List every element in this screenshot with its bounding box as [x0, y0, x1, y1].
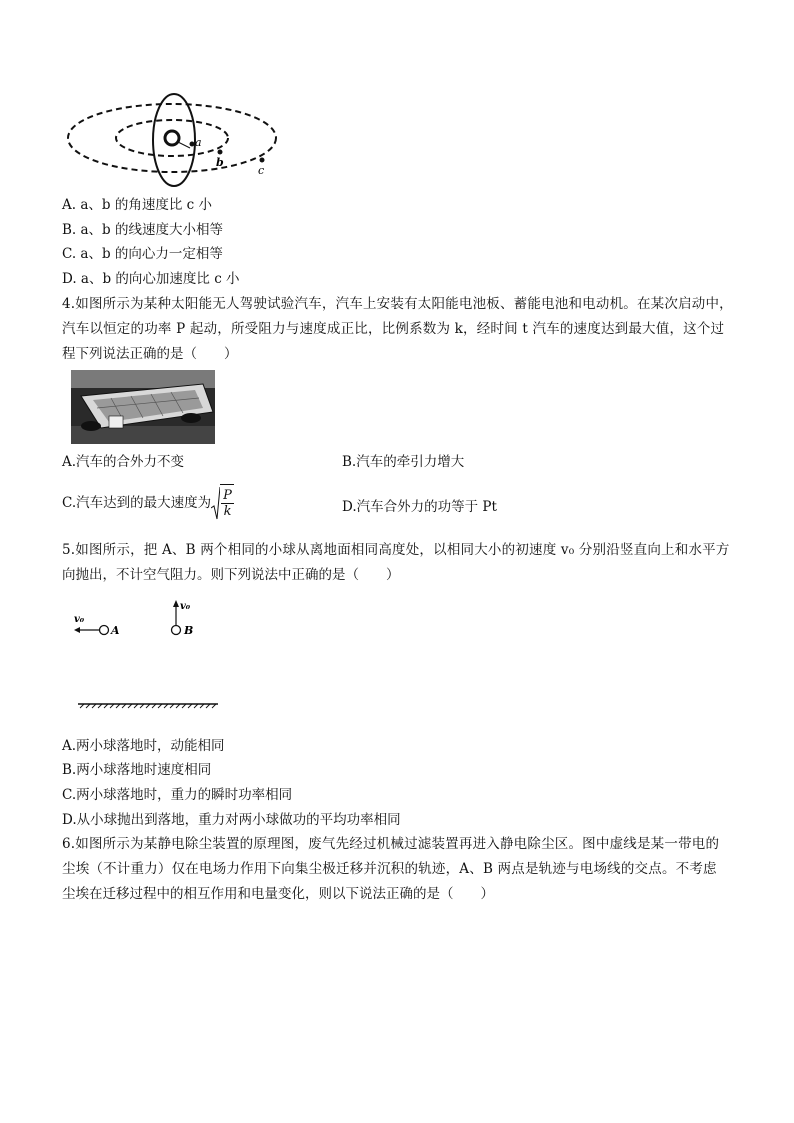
label-v0-a: v₀: [74, 614, 85, 625]
fraction: [221, 488, 234, 519]
arrow-a-head-icon: [74, 627, 80, 633]
q5-option-b: B.两小球落地时速度相同: [62, 762, 212, 778]
ball-a: [100, 626, 109, 635]
q5-option-c: C.两小球落地时，重力的瞬时功率相同: [62, 787, 293, 803]
arrow-b-head-icon: [173, 600, 179, 607]
q4-option-c: [62, 484, 234, 521]
ball-b: [172, 626, 181, 635]
q5-stem-line2: 向抛出，不计空气阻力。则下列说法中正确的是（ ）: [62, 567, 400, 583]
satellite-c: [260, 158, 265, 163]
label-b: b: [216, 156, 224, 169]
inner-orbit: [116, 120, 228, 156]
q4-stem-line2: 汽车以恒定的功率 P 起动，所受阻力与速度成正比，比例系数为 k，经时间 t 汽车的速度达到最大值，这个过: [62, 321, 725, 337]
label-c: c: [258, 164, 265, 177]
outer-orbit: [68, 104, 276, 172]
radius-line: [178, 142, 190, 148]
fraction-denominator: k: [223, 504, 232, 519]
q6-stem-line3: 尘埃在迁移过程中的相互作用和电量变化，则以下说法正确的是（ ）: [62, 886, 494, 902]
fraction-numerator: P: [223, 488, 232, 503]
q5-option-d: D.从小球抛出到落地，重力对两小球做功的平均功率相同: [62, 812, 401, 828]
q4-option-d: D.汽车合外力的功等于 Pt: [342, 499, 497, 515]
satellite-a: [190, 142, 195, 147]
q3-option-b: B. a、b 的线速度大小相等: [62, 222, 223, 238]
label-v0-b: v₀: [180, 601, 191, 612]
sqrt-expression: [211, 484, 234, 521]
label-a: A: [111, 624, 120, 637]
q4-option-a: A.汽车的合外力不变: [62, 454, 185, 470]
satellite-b: [218, 150, 223, 155]
q6-stem-line1: 6.如图所示为某静电除尘装置的原理图，废气先经过机械过滤装置再进入静电除尘区。图中虚线是某一带电的: [62, 836, 720, 852]
q5-stem-line1: 5.如图所示，把 A、B 两个相同的小球从离地面相同高度处，以相同大小的初速度 v₀ 分别沿竖直向上和水平方: [62, 542, 730, 558]
label-b: B: [184, 624, 194, 637]
q4-option-b: B.汽车的牵引力增大: [342, 454, 465, 470]
q3-option-d: D. a、b 的向心加速度比 c 小: [62, 271, 240, 287]
earth: [165, 131, 179, 145]
label-a: a: [195, 136, 202, 149]
q3-option-a: A. a、b 的角速度比 c 小: [62, 197, 212, 213]
q4-stem-line3: 程下列说法正确的是（ ）: [62, 346, 238, 362]
q4-stem-line1: 4.如图所示为某种太阳能无人驾驶试验汽车，汽车上安装有太阳能电池板、蓄能电池和电动机。在某次启动中，: [62, 296, 733, 312]
orbit-figure: [66, 92, 282, 188]
q4-option-c-prefix: C.汽车达到的最大速度为: [62, 494, 212, 511]
projectile-figure: [66, 594, 226, 714]
q5-option-a: A.两小球落地时，动能相同: [62, 738, 225, 754]
solar-car-photo: [71, 370, 215, 444]
q6-stem-line2: 尘埃（不计重力）仅在电场力作用下向集尘极迁移并沉积的轨迹，A、B 两点是轨迹与电场线的交点。不考虑: [62, 861, 717, 877]
sqrt-sign-icon: [211, 486, 220, 520]
q3-option-c: C. a、b 的向心力一定相等: [62, 246, 223, 262]
